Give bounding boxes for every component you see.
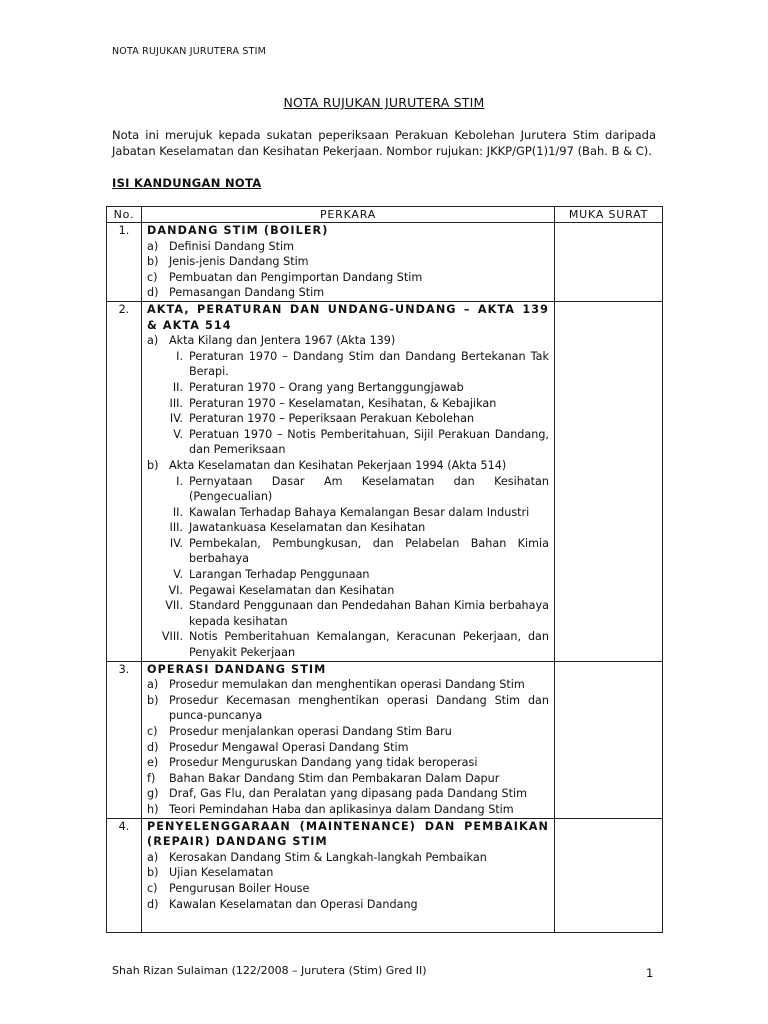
sub-item-text: Pegawai Keselamatan dan Kesihatan [189, 583, 395, 597]
item-text: Prosedur Mengawal Operasi Dandang Stim [169, 740, 409, 754]
item-label: b) [147, 866, 159, 880]
item-text: Prosedur menjalankan operasi Dandang Stim Baru [169, 725, 452, 738]
list-item [147, 802, 549, 818]
list-item [147, 239, 549, 255]
item-label: b) [147, 693, 159, 707]
sub-item-numeral: II. [172, 505, 183, 519]
toc-table [106, 206, 663, 933]
sub-item-text: Notis Pemberitahuan Kemalangan, Keracunan Pekerjaan, dan Penyakit Pekerjaan [189, 630, 549, 660]
sub-item-numeral: VI. [168, 583, 183, 597]
sub-item [147, 583, 549, 599]
list-item [147, 458, 549, 474]
item-label: a) [147, 334, 159, 348]
item-label: d) [147, 286, 159, 300]
item-label: h) [147, 802, 159, 816]
sub-item [147, 629, 549, 660]
item-text: Bahan Bakar Dandang Stim dan Pembakaran Dalam Dapur [169, 771, 500, 785]
header-muka-surat: MUKA SURAT [555, 207, 663, 223]
row-number: 4. [107, 818, 142, 933]
item-label: c) [147, 725, 158, 738]
list-item [147, 850, 549, 866]
item-text: Ujian Keselamatan [169, 866, 274, 880]
item-label: a) [147, 678, 159, 692]
item-text: Prosedur memulakan dan menghentikan operasi Dandang Stim [169, 678, 525, 692]
sub-item [147, 411, 549, 427]
item-text: Kawalan Keselamatan dan Operasi Dandang [169, 897, 418, 911]
sub-item-numeral: III. [169, 521, 183, 535]
item-label: c) [147, 881, 158, 895]
list-item [147, 254, 549, 270]
toc-row [107, 661, 663, 818]
sub-item-text: Peraturan 1970 – Orang yang Bertanggungjawab [189, 380, 464, 394]
sub-item-numeral: I. [176, 349, 183, 363]
list-item [147, 897, 549, 913]
section-title: DANDANG STIM (BOILER) [147, 224, 329, 237]
row-content [142, 223, 555, 302]
header-no: No. [107, 207, 142, 223]
list-item [147, 755, 549, 771]
sub-item [147, 474, 549, 505]
sub-item [147, 567, 549, 583]
row-number: 2. [107, 301, 142, 661]
list-item [147, 881, 549, 897]
toc-row [107, 223, 663, 302]
page-number-cell [555, 818, 663, 933]
item-label: e) [147, 756, 159, 770]
row-content [142, 661, 555, 818]
item-text: Akta Kilang dan Jentera 1967 (Akta 139) [169, 334, 396, 348]
list-item [147, 270, 549, 286]
sub-item [147, 598, 549, 629]
page-number-cell [555, 223, 663, 302]
sub-item [147, 505, 549, 521]
list-item [147, 786, 549, 802]
item-label: a) [147, 850, 159, 864]
sub-item [147, 520, 549, 536]
sub-item-numeral: V. [173, 427, 183, 441]
page-number-cell [555, 661, 663, 818]
sub-item-text: Peraturan 1970 – Peperiksaan Perakuan Kebolehan [189, 412, 475, 426]
sub-item [147, 536, 549, 567]
sub-item-numeral: III. [169, 396, 183, 410]
item-text: Definisi Dandang Stim [169, 239, 294, 253]
intro-paragraph: Nota ini merujuk kepada sukatan peperiksaan Perakuan Kebolehan Jurutera Stim daripada Jabatan Keselamatan dan Kesihatan Pekerjaan. Nombor rujukan: JKKP/GP(1)1/97 (Bah. B & C). [112, 128, 656, 158]
sub-item-text: Peratuan 1970 – Notis Pemberitahuan, Sijil Perakuan Dandang, dan Pemeriksaan [189, 427, 549, 457]
item-label: f) [147, 771, 156, 785]
toc-header-row [107, 207, 663, 223]
row-content [142, 301, 555, 661]
item-text: Pengurusan Boiler House [169, 881, 310, 895]
list-item [147, 333, 549, 349]
item-label: g) [147, 787, 159, 801]
section-title: AKTA, PERATURAN DAN UNDANG-UNDANG – AKTA 139 & AKTA 514 [147, 302, 549, 332]
item-text: Kerosakan Dandang Stim & Langkah-langkah Pembaikan [169, 850, 487, 864]
sub-item-text: Pernyataan Dasar Am Keselamatan dan Kesihatan (Pengecualian) [189, 474, 549, 504]
item-label: a) [147, 239, 159, 253]
sub-item [147, 396, 549, 412]
sub-item [147, 380, 549, 396]
list-item [147, 693, 549, 724]
item-label: d) [147, 740, 159, 754]
item-text: Draf, Gas Flu, dan Peralatan yang dipasang pada Dandang Stim [169, 787, 527, 801]
item-label: c) [147, 270, 158, 284]
item-text: Prosedur Kecemasan menghentikan operasi Dandang Stim dan punca-puncanya [169, 693, 549, 723]
item-text: Pemasangan Dandang Stim [169, 286, 325, 300]
sub-item-numeral: V. [173, 568, 183, 582]
sub-item-numeral: VII. [165, 599, 183, 613]
list-item [147, 724, 549, 740]
toc-row [107, 301, 663, 661]
footer-author: Shah Rizan Sulaiman (122/2008 – Jurutera (Stim) Gred II) [112, 964, 427, 977]
sub-item-numeral: II. [172, 380, 183, 394]
sub-item-numeral: I. [176, 474, 183, 488]
toc-row [107, 818, 663, 933]
list-item [147, 285, 549, 301]
sub-item-text: Peraturan 1970 – Keselamatan, Kesihatan, & Kebajikan [189, 396, 497, 410]
page-number-cell [555, 301, 663, 661]
sub-item [147, 427, 549, 458]
list-item [147, 865, 549, 881]
item-label: d) [147, 897, 159, 911]
sub-item-text: Standard Penggunaan dan Pendedahan Bahan Kimia berbahaya kepada kesihatan [189, 599, 549, 628]
footer-page-number: 1 [646, 966, 654, 980]
sub-item-text: Pembekalan, Pembungkusan, dan Pelabelan Bahan Kimia berbahaya [189, 536, 549, 566]
document-title: NOTA RUJUKAN JURUTERA STIM [283, 95, 485, 110]
sub-item-numeral: IV. [169, 536, 183, 550]
list-item [147, 677, 549, 693]
item-label: b) [147, 255, 159, 269]
toc-heading: ISI KANDUNGAN NOTA [112, 176, 262, 190]
list-item [147, 740, 549, 756]
item-text: Pembuatan dan Pengimportan Dandang Stim [169, 270, 423, 284]
item-text: Teori Pemindahan Haba dan aplikasinya dalam Dandang Stim [169, 802, 514, 816]
section-title: OPERASI DANDANG STIM [147, 662, 327, 676]
sub-item-numeral: VIII. [161, 630, 183, 644]
item-text: Jenis-jenis Dandang Stim [169, 255, 309, 269]
item-label: b) [147, 458, 159, 472]
sub-item-text: Jawatankuasa Keselamatan dan Kesihatan [189, 521, 426, 535]
section-title: PENYELENGGARAAN (MAINTENANCE) DAN PEMBAIKAN (REPAIR) DANDANG STIM [147, 819, 549, 849]
sub-item-numeral: IV. [169, 412, 183, 426]
item-text: Prosedur Menguruskan Dandang yang tidak beroperasi [169, 756, 478, 770]
list-item [147, 771, 549, 787]
item-text: Akta Keselamatan dan Kesihatan Pekerjaan 1994 (Akta 514) [169, 458, 507, 472]
sub-item-text: Larangan Terhadap Penggunaan [189, 568, 370, 582]
row-number: 1. [107, 223, 142, 302]
sub-item [147, 349, 549, 380]
running-header: NOTA RUJUKAN JURUTERA STIM [112, 46, 267, 57]
row-number: 3. [107, 661, 142, 818]
row-content [142, 818, 555, 933]
sub-item-text: Kawalan Terhadap Bahaya Kemalangan Besar dalam Industri [189, 505, 530, 519]
sub-item-text: Peraturan 1970 – Dandang Stim dan Dandang Bertekanan Tak Berapi. [189, 349, 549, 379]
header-perkara: PERKARA [142, 207, 555, 223]
